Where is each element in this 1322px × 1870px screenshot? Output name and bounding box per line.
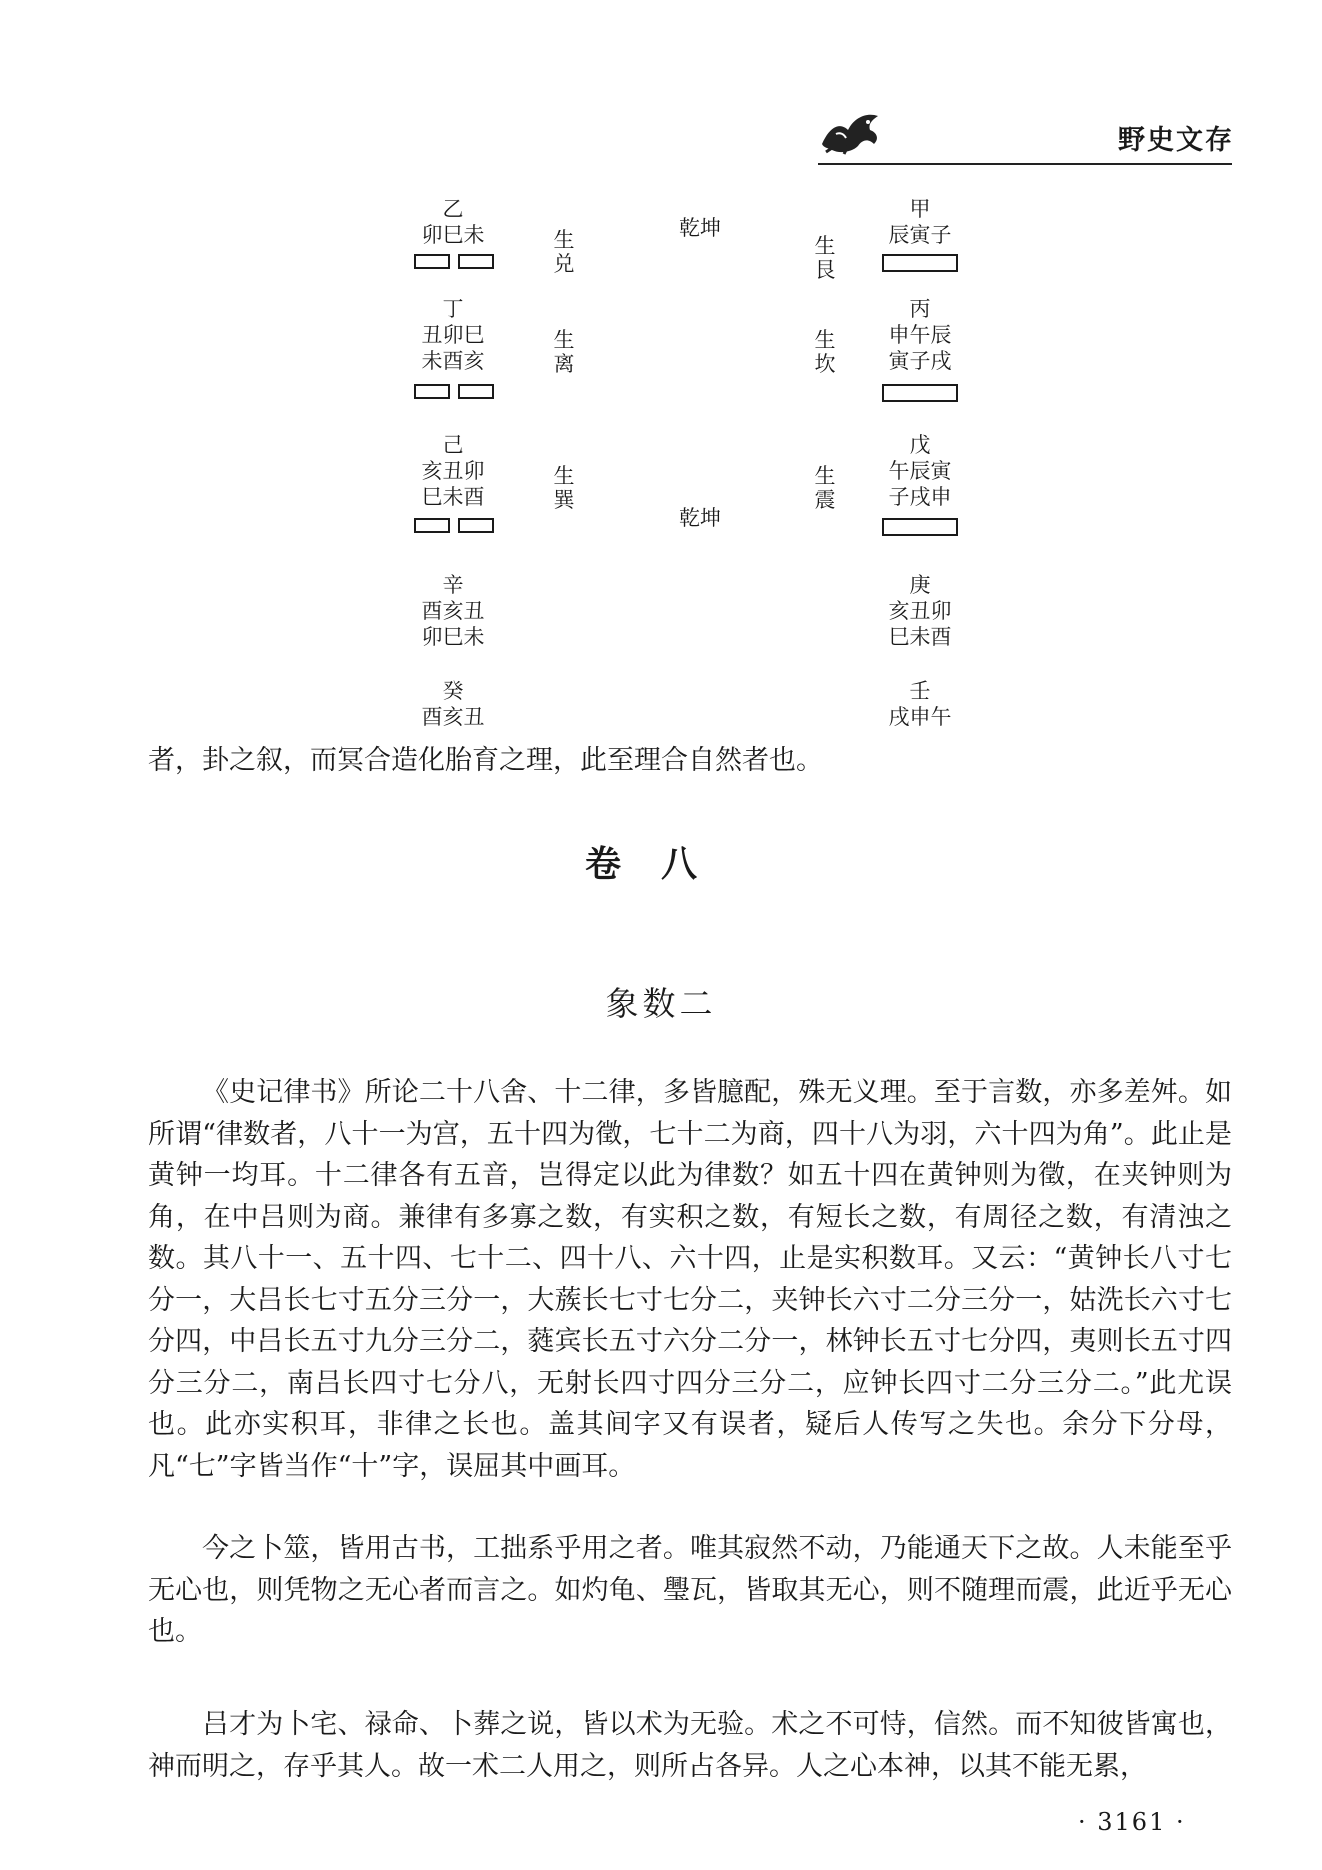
paragraph-2: 今之卜筮，皆用古书，工拙系乎用之者。唯其寂然不动，乃能通天下之故。人未能至乎无心也，则凭物之无心者而言之。如灼龟、璺瓦，皆取其无心，则不随理而震，此近乎无心也。	[148, 1533, 1232, 1647]
section-title: 象数二	[605, 984, 717, 1023]
yin-line-symbol	[414, 384, 494, 402]
stem-jia: 甲	[909, 197, 931, 221]
branches-gui: 酉亥丑	[421, 705, 485, 729]
branches-geng: 亥丑卯 巳未酉	[888, 599, 952, 649]
stem-geng: 庚	[909, 573, 931, 597]
continuation-text: 者，卦之叙，而冥合造化胎育之理，此至理合自然者也。	[148, 745, 823, 776]
branches-bing: 申午辰 寅子戌	[888, 323, 952, 373]
branches-ji: 亥丑卯 巳未酉	[421, 459, 485, 509]
branches-ren: 戌申午	[888, 705, 952, 729]
yin-line-symbol	[414, 518, 494, 536]
series-title: 野史文存	[1118, 125, 1234, 156]
sheng-li: 生 离	[553, 328, 575, 376]
sheng-dui: 生 兑	[553, 228, 575, 276]
stem-xin: 辛	[442, 573, 464, 597]
branches-ding: 丑卯巳 未酉亥	[421, 323, 485, 373]
branches-jia: 辰寅子	[888, 223, 952, 247]
qiankun-bottom: 乾坤	[679, 506, 721, 530]
paragraph-3: 吕才为卜宅、禄命、卜葬之说，皆以术为无验。术之不可恃，信然。而不知彼皆寓也，神而明之，存乎其人。故一术二人用之，则所占各异。人之心本神，以其不能无累，	[148, 1709, 1232, 1782]
sheng-xun: 生 巽	[553, 464, 575, 512]
header-rule	[818, 163, 1232, 165]
stem-bing: 丙	[909, 297, 931, 321]
branches-xin: 酉亥丑 卯巳未	[421, 599, 485, 649]
sheng-zhen: 生 震	[814, 464, 836, 512]
stem-yi: 乙	[442, 197, 464, 221]
yang-line-symbol	[882, 384, 958, 402]
page-number: · 3161 ·	[1078, 1808, 1186, 1836]
stem-gui: 癸	[442, 679, 464, 703]
yin-line-symbol	[414, 254, 494, 272]
stem-wu: 戊	[909, 433, 931, 457]
sheng-gen: 生 艮	[814, 234, 836, 282]
sheng-kan: 生 坎	[814, 328, 836, 376]
stem-ji: 己	[442, 433, 464, 457]
paragraph-1: 《史记律书》所论二十八舍、十二律，多皆臆配，殊无义理。至于言数，亦多差舛。如所谓“律数者，八十一为宫，五十四为徵，七十二为商，四十八为羽，六十四为角”。此止是黄钟一均耳。十二律各有五音，岂得定以此为律数？如五十四在黄钟则为徵，在夹钟则为角，在中吕则为商。兼律有多寡之数，有实积之数，有短长之数，有周径之数，有清浊之数。其八十一、五十四、七十二、四十八、六十四，止是实积数耳。又云：“黄钟长八寸七分一，大吕长七寸五分三分一，大蔟长七寸七分二，夹钟长六寸二分三分一，姑洗长六寸七分四，中吕长五寸九分三分二，蕤宾长五寸六分二分一，林钟长五寸七分四，夷则长五寸四分三分二，南吕长四寸七分八，无射长四寸四分三分二，应钟长四寸二分三分二。”此尤误也。此亦实积耳，非律之长也。盖其间字又有误者，疑后人传写之失也。余分下分母，凡“七”字皆当作“十”字，误屈其中画耳。	[148, 1077, 1232, 1482]
branches-yi: 卯巳未	[421, 223, 485, 247]
dragon-logo-icon	[818, 104, 884, 158]
stem-ren: 壬	[909, 679, 931, 703]
yang-line-symbol	[882, 254, 958, 272]
qiankun-top: 乾坤	[679, 216, 721, 240]
volume-title: 卷八	[584, 844, 737, 885]
stem-ding: 丁	[442, 297, 464, 321]
branches-wu: 午辰寅 子戌申	[888, 459, 952, 509]
yang-line-symbol	[882, 518, 958, 536]
